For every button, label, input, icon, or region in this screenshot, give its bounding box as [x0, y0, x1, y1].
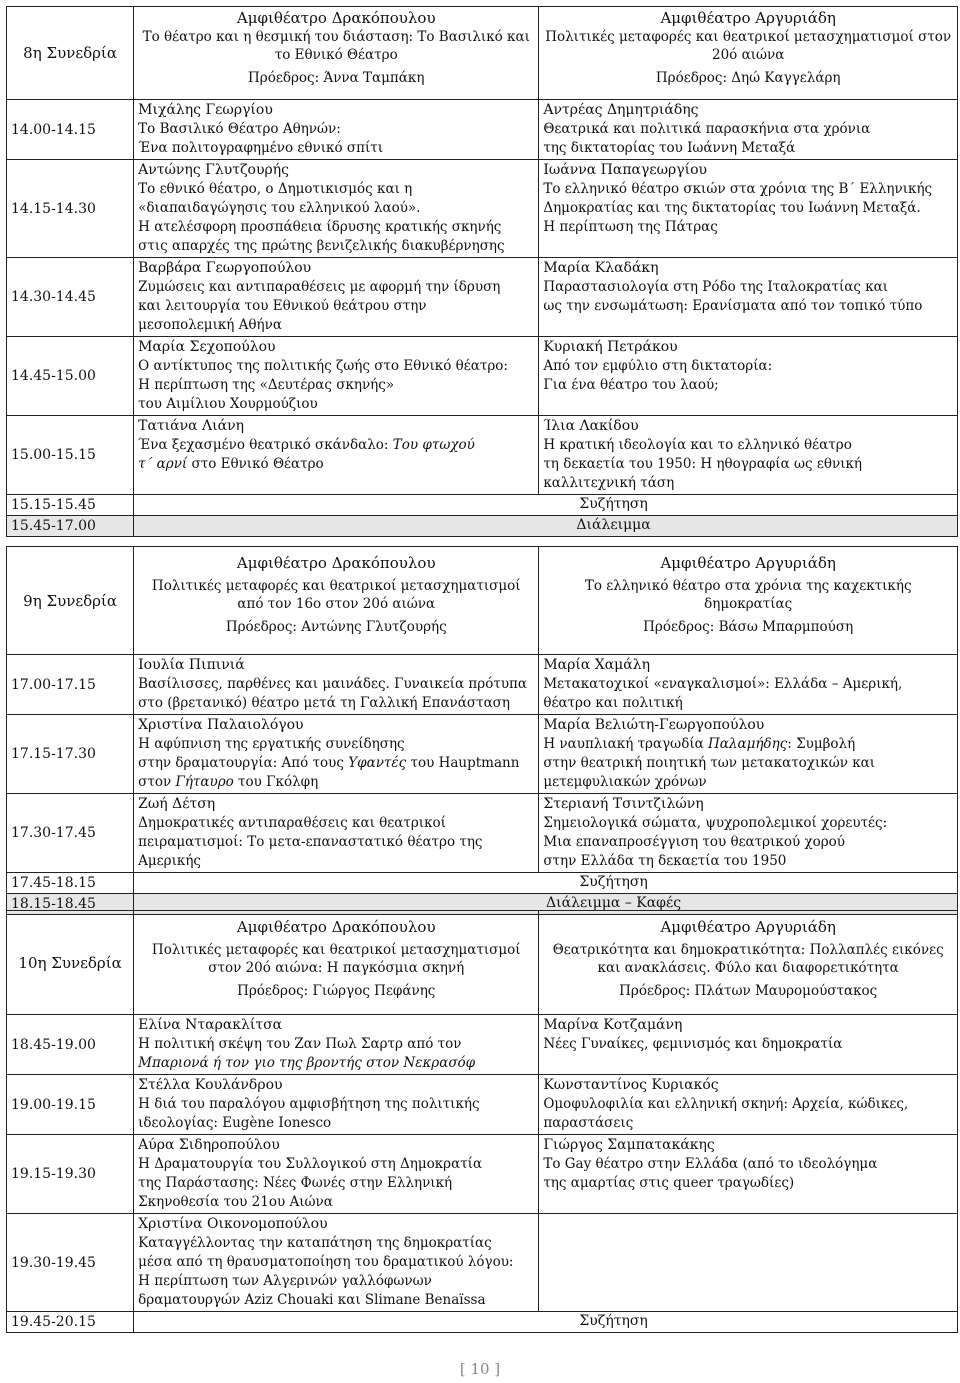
talk-title-line: στο (βρετανικό) θέατρο μετά τη Γαλλική Επανάσταση	[138, 695, 510, 711]
left-talk	[134, 258, 539, 337]
chairperson: Πρόεδρος: Δηώ Καγγελάρη	[655, 70, 841, 86]
title-text: του Γκόλφη	[233, 774, 319, 790]
panel-title: Το ελληνικό θέατρο στα χρόνια της καχεκτικής δημοκρατίας	[584, 578, 912, 612]
speaker-name: Βαρβάρα Γεωργοπούλου	[138, 260, 312, 276]
talk-title-line: Το Βασιλικό Θέατρο Αθηνών:	[138, 121, 341, 137]
right-talk	[539, 337, 958, 416]
talk-title-line: Βασίλισσες, παρθένες και μαινάδες. Γυναικεία πρότυπα	[138, 676, 528, 692]
slot-time: 19.30-19.45	[7, 1214, 134, 1312]
discussion-row	[7, 1312, 958, 1333]
play-title: τ΄ αρνί	[138, 456, 188, 472]
speaker-name: Μαρίνα Κοτζαμάνη	[543, 1017, 683, 1033]
right-talk	[539, 794, 958, 873]
session-9-header-row	[7, 547, 958, 655]
talk-title-line: του Αιμίλιου Χουρμούζιου	[138, 396, 318, 412]
speaker-name: Ζωή Δέτση	[138, 796, 216, 812]
right-talk	[539, 1075, 958, 1135]
panel-title: Θεατρικότητα και δημοκρατικότητα: Πολλαπλές εικόνες και ανακλάσεις. Φύλο και διαφορετικότητα	[552, 942, 944, 976]
speaker-name: Χριστίνα Παλαιολόγου	[138, 717, 304, 733]
talk-title-line: Το ελληνικό θέατρο σκιών στα χρόνια της Β΄ Ελληνικής	[543, 181, 933, 197]
speaker-name: Στέλλα Κουλάνδρου	[138, 1077, 283, 1093]
table-row	[7, 258, 958, 337]
hall-name: Αμφιθέατρο Δρακόπουλου	[236, 9, 436, 27]
talk-title-line: Η Δραματουργία του Συλλογικού στη Δημοκρατία	[138, 1156, 483, 1172]
table-row	[7, 794, 958, 873]
talk-title-line: δραματουργών Aziz Chouaki και Slimane Benaïssa	[138, 1292, 486, 1308]
left-talk	[134, 100, 539, 160]
speaker-name: Τατιάνα Λιάνη	[138, 418, 244, 434]
slot-time: 14.45-15.00	[7, 337, 134, 416]
speaker-name: Κυριακή Πετράκου	[543, 339, 678, 355]
talk-title-line: παραστάσεις	[543, 1115, 634, 1131]
talk-title-line: στην Ελλάδα τη δεκαετία του 1950	[543, 853, 787, 869]
right-talk	[539, 655, 958, 715]
session-10-right-header	[539, 911, 958, 1015]
session-9-label: 9η Συνεδρία	[7, 547, 134, 655]
table-row	[7, 1075, 958, 1135]
talk-title-line	[138, 455, 534, 474]
right-talk	[539, 160, 958, 258]
talk-title-line: ιδεολογίας: Eugène Ionesco	[138, 1115, 332, 1131]
speaker-name: Αντρέας Δημητριάδης	[543, 102, 699, 118]
slot-time: 14.30-14.45	[7, 258, 134, 337]
slot-time: 15.00-15.15	[7, 416, 134, 495]
table-row	[7, 337, 958, 416]
talk-title-line: Θεατρικά και πολιτικά παρασκήνια στα χρόνια	[543, 121, 871, 137]
page-number: [ 10 ]	[459, 1360, 501, 1378]
right-talk	[539, 1135, 958, 1214]
talk-title-line: «διαπαιδαγώγησις του ελληνικού λαού».	[138, 200, 421, 216]
chairperson: Πρόεδρος: Πλάτων Μαυρομούστακος	[619, 983, 878, 999]
speaker-name: Γιώργος Σαμπατακάκης	[543, 1137, 715, 1153]
talk-title-line: στις απαρχές της πρώτης βενιζελικής διακυβέρνησης	[138, 238, 505, 254]
table-row	[7, 160, 958, 258]
talk-title-line: Η περίπτωση της Πάτρας	[543, 219, 718, 235]
talk-title-line: στην θεατρική ποιητική των μετακατοχικών και	[543, 755, 876, 771]
session-8-right-header	[539, 7, 958, 100]
speaker-name: Ελίνα Νταρακλίτσα	[138, 1017, 283, 1033]
session-8-left-header	[134, 7, 539, 100]
talk-title-line: της αμαρτίας στις queer τραγωδίες)	[543, 1175, 795, 1191]
table-row	[7, 100, 958, 160]
talk-title-line	[138, 436, 534, 455]
talk-title-line: Για ένα θέατρο του λαού;	[543, 377, 719, 393]
talk-title-line: Ένα πολιτογραφημένο εθνικό σπίτι	[138, 140, 384, 156]
slot-time: 19.00-19.15	[7, 1075, 134, 1135]
left-talk	[134, 1015, 539, 1075]
talk-title-line: Η περίπτωση των Αλγερινών γαλλόφωνων	[138, 1273, 432, 1289]
session-9-table	[6, 546, 958, 915]
talk-title-line: Παραστασιολογία στη Ρόδο της Ιταλοκρατίας και	[543, 279, 889, 295]
play-title: Παλαμήδης	[708, 736, 788, 752]
slot-time: 17.15-17.30	[7, 715, 134, 794]
talk-title-line	[138, 754, 534, 773]
session-8-table	[6, 6, 958, 537]
hall-name: Αμφιθέατρο Αργυριάδη	[660, 9, 836, 27]
speaker-name: Χριστίνα Οικονομοπούλου	[138, 1216, 328, 1232]
panel-title: Πολιτικές μεταφορές και θεατρικοί μετασχηματισμοί στον 20ό αιώνα: Η παγκόσμια σκηνή	[151, 942, 521, 976]
talk-title-line: Η διά του παραλόγου αμφισβήτηση της πολιτικής	[138, 1096, 480, 1112]
talk-title-line: Μια επαναπροσέγγιση του θεατρικού χορού	[543, 834, 846, 850]
discussion-row	[7, 495, 958, 516]
talk-title-line: θέατρο και πολιτική	[543, 695, 683, 711]
break-row	[7, 516, 958, 537]
speaker-name: Αύρα Σιδηροπούλου	[138, 1137, 280, 1153]
table-row	[7, 715, 958, 794]
table-row	[7, 1135, 958, 1214]
slot-time: 15.15-15.45	[7, 495, 134, 516]
talk-title-line: Σημειολογικά σώματα, ψυχροπολεμικοί χορευτές:	[543, 815, 888, 831]
talk-title-line: Δημοκρατίας και της δικτατορίας του Ιωάννη Μεταξά.	[543, 200, 921, 216]
chairperson: Πρόεδρος: Βάσω Μπαρμπούση	[643, 619, 854, 635]
talk-title-line: Μετακατοχικοί «εναγκαλισμοί»: Ελλάδα – Αμερική,	[543, 676, 903, 692]
right-talk	[539, 1015, 958, 1075]
slot-time: 17.45-18.15	[7, 873, 134, 894]
session-9-left-header	[134, 547, 539, 655]
play-title: Γήταυρο	[175, 774, 234, 790]
talk-title-line	[138, 773, 534, 792]
speaker-name: Ίλια Λακίδου	[543, 418, 639, 434]
talk-title-line: Αμερικής	[138, 853, 201, 869]
talk-title-line: Το Gay θέατρο στην Ελλάδα (από το ιδεολόγημα	[543, 1156, 878, 1172]
title-text: Η ναυπλιακή τραγωδία	[543, 736, 709, 752]
talk-title-line: καλλιτεχνική τάση	[543, 475, 675, 491]
slot-time: 17.00-17.15	[7, 655, 134, 715]
break-label: Διάλειμμα – Καφές	[134, 894, 958, 915]
left-talk	[134, 1135, 539, 1214]
left-talk	[134, 160, 539, 258]
speaker-name: Μαρία Βελιώτη-Γεωργοπούλου	[543, 717, 765, 733]
speaker-name: Μαρία Κλαδάκη	[543, 260, 659, 276]
speaker-name: Ιωάννα Παπαγεωργίου	[543, 162, 708, 178]
title-text: στο Εθνικό Θέατρο	[187, 456, 324, 472]
slot-time: 14.15-14.30	[7, 160, 134, 258]
right-talk	[539, 100, 958, 160]
talk-title-line: της δικτατορίας του Ιωάννη Μεταξά	[543, 140, 796, 156]
slot-time: 19.15-19.30	[7, 1135, 134, 1214]
table-row	[7, 1214, 958, 1312]
panel-title: Το θέατρο και η θεσμική του διάσταση: Το Βασιλικό και το Εθνικό Θέατρο	[142, 29, 530, 63]
left-talk	[134, 1214, 539, 1312]
speaker-name: Μαρία Σεχοπούλου	[138, 339, 276, 355]
left-talk	[134, 655, 539, 715]
talk-title-line: Η ατελέσφορη προσπάθεια ίδρυσης κρατικής σκηνής	[138, 219, 502, 235]
slot-time: 18.15-18.45	[7, 894, 134, 915]
play-title: Του φτωχού	[392, 437, 475, 453]
play-title: Υφαντές	[348, 755, 407, 771]
talk-title-line: Η πολιτική σκέψη του Ζαν Πωλ Σαρτρ από τον	[138, 1036, 462, 1052]
left-talk	[134, 337, 539, 416]
talk-title-line: Από τον εμφύλιο στη δικτατορία:	[543, 358, 773, 374]
session-8-label: 8η Συνεδρία	[7, 7, 134, 100]
break-label: Διάλειμμα	[134, 516, 958, 537]
session-8-header-row	[7, 7, 958, 100]
title-text: στον	[138, 774, 176, 790]
title-text: Ένα ξεχασμένο θεατρικό σκάνδαλο:	[138, 437, 393, 453]
session-10-left-header	[134, 911, 539, 1015]
right-talk	[539, 258, 958, 337]
talk-title-line: Καταγγέλλοντας την καταπάτηση της δημοκρατίας	[138, 1235, 492, 1251]
talk-title-line: μετεμφυλιακών χρόνων	[543, 774, 707, 790]
discussion-label: Συζήτηση	[134, 873, 958, 894]
talk-title-line: Δημοκρατικές αντιπαραθέσεις και θεατρικοί	[138, 815, 446, 831]
hall-name: Αμφιθέατρο Αργυριάδη	[660, 918, 836, 936]
session-9-right-header	[539, 547, 958, 655]
right-talk-empty	[539, 1214, 958, 1312]
chairperson: Πρόεδρος: Γιώργος Πεφάνης	[237, 983, 436, 999]
talk-title-line: μέσα από τη θραυσματοποίηση του δραματικού λόγου:	[138, 1254, 514, 1270]
hall-name: Αμφιθέατρο Δρακόπουλου	[236, 554, 436, 572]
talk-title-line: ως την ενσωμάτωση: Ερανίσματα από τον τοπικό τύπο	[543, 298, 923, 314]
talk-title-line: Ζυμώσεις και αντιπαραθέσεις με αφορμή την ίδρυση	[138, 279, 501, 295]
talk-title-line: Ο αντίκτυπος της πολιτικής ζωής στο Εθνικό θέατρο:	[138, 358, 508, 374]
talk-title-line: Νέες Γυναίκες, φεμινισμός και δημοκρατία	[543, 1036, 843, 1052]
talk-title-line: Ομοφυλοφιλία και ελληνική σκηνή: Αρχεία, κώδικες,	[543, 1096, 909, 1112]
talk-title-line: Σκηνοθεσία του 21ου Αιώνα	[138, 1194, 333, 1210]
talk-title-line: τη δεκαετία του 1950: Η ηθογραφία ως εθνική	[543, 456, 863, 472]
talk-title-line: της Παράστασης: Νέες Φωνές στην Ελληνική	[138, 1175, 453, 1191]
slot-time: 17.30-17.45	[7, 794, 134, 873]
left-talk	[134, 715, 539, 794]
talk-title-line: Η κρατική ιδεολογία και το ελληνικό θέατρο	[543, 437, 852, 453]
speaker-name: Στεριανή Τσιντζιλώνη	[543, 796, 704, 812]
talk-title-line: Το εθνικό θέατρο, ο Δημοτικισμός και η	[138, 181, 413, 197]
talk-title-line: μεσοπολεμική Αθήνα	[138, 317, 282, 333]
hall-name: Αμφιθέατρο Αργυριάδη	[660, 554, 836, 572]
title-text: : Συμβολή	[787, 736, 856, 752]
panel-title: Πολιτικές μεταφορές και θεατρικοί μετασχηματισμοί από τον 16ο στον 20ό αιώνα	[151, 578, 521, 612]
hall-name: Αμφιθέατρο Δρακόπουλου	[236, 918, 436, 936]
slot-time: 14.00-14.15	[7, 100, 134, 160]
speaker-name: Κωνσταντίνος Κυριακός	[543, 1077, 719, 1093]
title-text: στην δραματουργία: Από τους	[138, 755, 349, 771]
talk-title-line: Η περίπτωση της «Δευτέρας σκηνής»	[138, 377, 395, 393]
slot-time: 19.45-20.15	[7, 1312, 134, 1333]
speaker-name: Μιχάλης Γεωργίου	[138, 102, 273, 118]
table-row	[7, 1015, 958, 1075]
slot-time: 15.45-17.00	[7, 516, 134, 537]
session-10-header-row	[7, 911, 958, 1015]
slot-time: 18.45-19.00	[7, 1015, 134, 1075]
right-talk	[539, 416, 958, 495]
talk-title-line: Η αφύπνιση της εργατικής συνείδησης	[138, 736, 405, 752]
talk-title-line	[543, 735, 953, 754]
title-text: του Hauptmann	[406, 755, 520, 771]
table-row	[7, 655, 958, 715]
table-row	[7, 416, 958, 495]
session-10-label: 10η Συνεδρία	[7, 911, 134, 1015]
left-talk	[134, 1075, 539, 1135]
talk-title-line: Μπαριονά ή τον γιο της βροντής στον Νεκρασόφ	[138, 1055, 476, 1071]
speaker-name: Μαρία Χαμάλη	[543, 657, 650, 673]
chairperson: Πρόεδρος: Άννα Ταμπάκη	[248, 70, 425, 86]
speaker-name: Ιουλία Πιπινιά	[138, 657, 245, 673]
panel-title: Πολιτικές μεταφορές και θεατρικοί μετασχηματισμοί στον 20ό αιώνα	[545, 29, 952, 63]
discussion-label: Συζήτηση	[134, 1312, 958, 1333]
speaker-name: Αντώνης Γλυτζουρής	[138, 162, 289, 178]
discussion-label: Συζήτηση	[134, 495, 958, 516]
session-10-table	[6, 910, 958, 1333]
talk-title-line: και λειτουργία του Εθνικού θεάτρου στην	[138, 298, 427, 314]
left-talk	[134, 794, 539, 873]
right-talk	[539, 715, 958, 794]
chairperson: Πρόεδρος: Αντώνης Γλυτζουρής	[225, 619, 447, 635]
talk-title-line: πειραματισμοί: Το μετα-επαναστατικό θέατρο της	[138, 834, 483, 850]
discussion-row	[7, 873, 958, 894]
left-talk	[134, 416, 539, 495]
